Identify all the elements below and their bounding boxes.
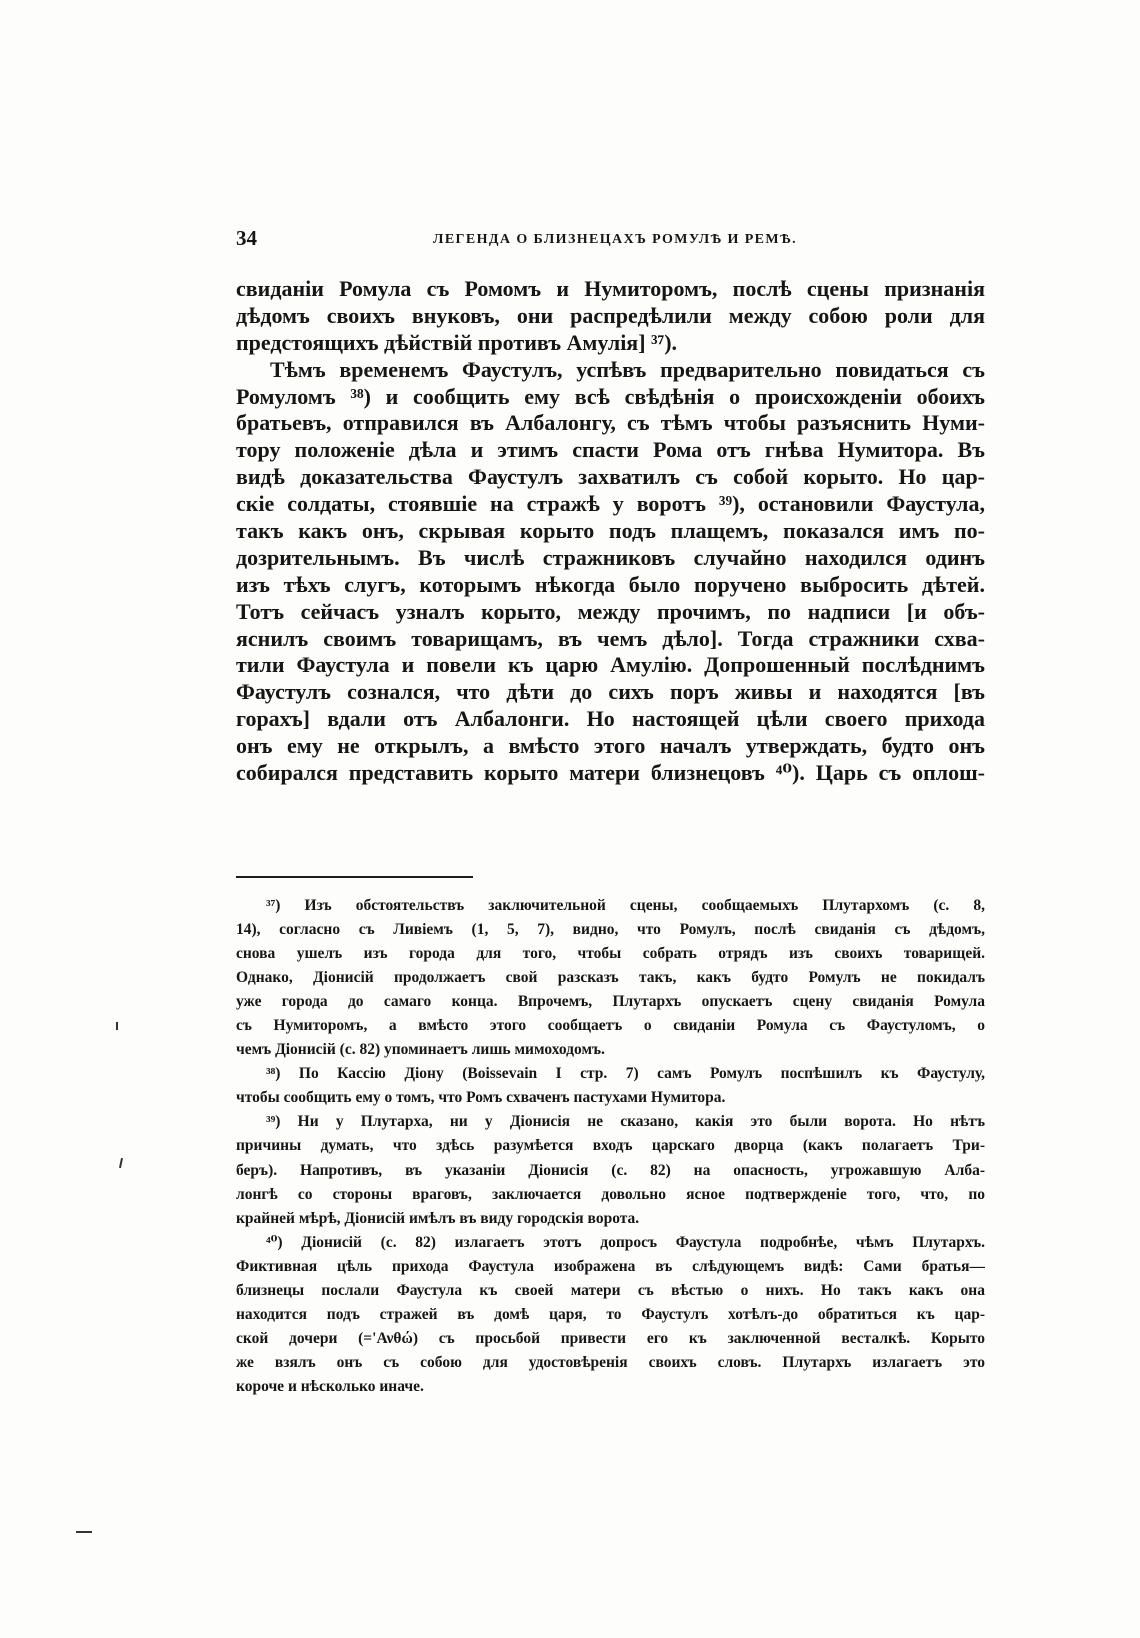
footnote-line: ³⁹) Ни у Плутарха, ни у Діонисія не сказано, какія это были ворота. Но нѣтъ bbox=[266, 1113, 985, 1131]
footnote-separator bbox=[236, 876, 473, 878]
footnote-line: крайней мѣрѣ, Діонисій имѣлъ въ виду городскія ворота. bbox=[236, 1209, 640, 1227]
footnote-line: чтобы сообщить ему о томъ, что Ромъ схваченъ пастухами Нумитора. bbox=[236, 1089, 726, 1107]
footnote-line: 14), согласно съ Ливіемъ (1, 5, 7), видно, что Ромулъ, послѣ свиданія съ дѣдомъ, bbox=[236, 921, 985, 939]
footnote-line: Однако, Діонисій продолжаетъ свой разсказъ такъ, какъ будто Ромулъ не покидалъ bbox=[236, 969, 985, 987]
text-line: видѣ доказательства Фаустулъ захватилъ съ собой корыто. Но цар- bbox=[236, 464, 985, 490]
text-line: изъ тѣхъ слугъ, которымъ нѣкогда было поручено выбросить дѣтей. bbox=[236, 571, 985, 597]
text-line: собирался представить корыто матери близнецовъ ⁴⁰). Царь съ оплош- bbox=[236, 760, 985, 786]
text-line: дозрительнымъ. Въ числѣ стражниковъ случайно находился одинъ bbox=[236, 544, 985, 570]
text-line: Тѣмъ временемъ Фаустулъ, успѣвъ предварительно повидаться съ bbox=[270, 356, 985, 382]
footnotes bbox=[236, 894, 985, 1399]
text-line: горахъ] вдали отъ Албалонги. Но настоящей цѣли своего прихода bbox=[236, 706, 985, 732]
footnote-line: же взялъ онъ съ собою для удостовѣренія своихъ словъ. Плутархъ излагаетъ это bbox=[236, 1353, 985, 1371]
text-line: Тотъ сейчасъ узналъ корыто, между прочимъ, по надписи [и объ- bbox=[236, 598, 985, 624]
footnote-line: снова ушелъ изъ города для того, чтобы собрать отрядъ изъ своихъ товарищей. bbox=[236, 945, 985, 963]
text-line: свиданіи Ромула съ Ромомъ и Нумиторомъ, послѣ сцены признанія bbox=[236, 276, 985, 301]
footnote-line: ³⁸) По Кассію Діону (Boissevain I стр. 7) самъ Ромулъ поспѣшилъ къ Фаустулу, bbox=[266, 1065, 985, 1083]
footnote-line: короче и нѣсколько иначе. bbox=[236, 1377, 424, 1395]
footnote-line: Фиктивная цѣль прихода Фаустула изображена въ слѣдующемъ видѣ: Сами братья— bbox=[236, 1257, 985, 1275]
footnote-line: ³⁷) Изъ обстоятельствъ заключительной сцены, сообщаемыхъ Плутархомъ (с. 8, bbox=[266, 897, 985, 914]
page-number: 34 bbox=[236, 226, 257, 250]
footnote-line: уже города до самаго конца. Впрочемъ, Плутархъ опускаетъ сцену свиданія Ромула bbox=[236, 993, 985, 1011]
text-line: онъ ему не открылъ, а вмѣсто этого началъ утверждать, будто онъ bbox=[236, 733, 985, 759]
footnote-line: ⁴⁰) Діонисій (с. 82) излагаетъ этотъ допросъ Фаустула подробнѣе, чѣмъ Плутархъ. bbox=[266, 1233, 985, 1251]
footnote-line: чемъ Діонисій (с. 82) упоминаетъ лишь мимоходомъ. bbox=[236, 1041, 605, 1059]
scan-speck bbox=[76, 1531, 92, 1533]
footnote-line: лонгѣ со стороны враговъ, заключается довольно ясное подтвержденіе того, что, по bbox=[236, 1185, 985, 1203]
text-line: Фаустулъ сознался, что дѣти до сихъ поръ живы и находятся [въ bbox=[236, 679, 985, 705]
text-line: тору положеніе дѣла и этимъ спасти Рома отъ гнѣва Нумитора. Въ bbox=[236, 437, 985, 463]
footnote-line: находится подъ стражей въ домѣ царя, то Фаустулъ хотѣлъ-до обратиться къ цар- bbox=[236, 1305, 985, 1323]
text-line: скіе солдаты, стоявшіе на стражѣ у воротъ ³⁹), остановили Фаустула, bbox=[236, 491, 985, 517]
footnote-line: съ Нумиторомъ, а вмѣсто этого сообщаетъ о свиданіи Ромула съ Фаустуломъ, о bbox=[236, 1017, 985, 1035]
text-line: дѣдомъ своихъ внуковъ, они распредѣлили между собою роли для bbox=[236, 302, 985, 328]
text-line: такъ какъ онъ, скрывая корыто подъ плащемъ, показался имъ по- bbox=[236, 518, 985, 544]
text-line: яснилъ своимъ товарищамъ, въ чемъ дѣло]. Тогда стражники схва- bbox=[236, 625, 985, 651]
text-line: Ромуломъ ³⁸) и сообщить ему всѣ свѣдѣнія о происхожденіи обоихъ bbox=[236, 383, 985, 409]
scan-speck bbox=[119, 1158, 123, 1168]
footnote-line: ской дочери (='Ανθώ) съ просьбой привести его къ заключенной весталкѣ. Корыто bbox=[236, 1329, 985, 1347]
scan-speck bbox=[116, 1022, 118, 1030]
footnote-line: близнецы послали Фаустула къ своей матери съ вѣстью о нихъ. Но такъ какъ она bbox=[236, 1281, 985, 1299]
main-text bbox=[236, 276, 985, 787]
running-head: ЛЕГЕНДА О БЛИЗНЕЦАХЪ РОМУЛѢ И РЕМѢ. bbox=[432, 232, 797, 247]
footnote-line: беръ). Напротивъ, въ указаніи Діонисія (с. 82) на опасность, угрожавшую Алба- bbox=[236, 1161, 985, 1179]
text-line: братьевъ, отправился въ Албалонгу, съ тѣмъ чтобы разъяснить Нуми- bbox=[236, 410, 985, 436]
text-line: тили Фаустула и повели къ царю Амулію. Допрошенный послѣднимъ bbox=[236, 652, 985, 678]
text-line: предстоящихъ дѣйствій противъ Амулія] ³⁷). bbox=[236, 329, 678, 355]
footnote-line: причины думать, что здѣсь разумѣется входъ царскаго дворца (какъ полагаетъ Три- bbox=[236, 1137, 985, 1155]
